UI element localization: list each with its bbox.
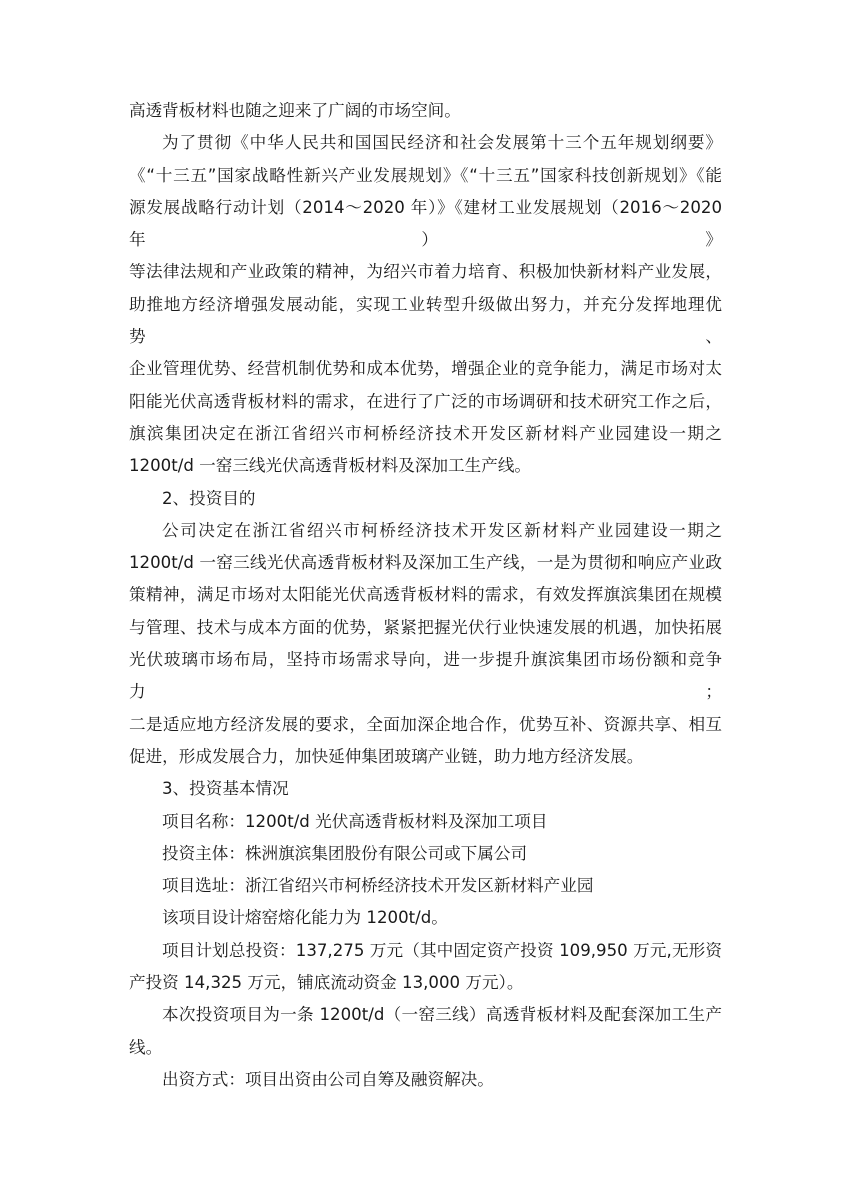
text-line: 1200t/d 一窑三线光伏高透背板材料及深加工生产线，一是为贯彻和响应产业政 — [129, 553, 722, 573]
paragraph-first-line: 项目计划总投资：137,275 万元（其中固定资产投资 109,950 万元,无形资 — [162, 940, 722, 960]
text-line: 光伏玻璃市场布局，坚持市场需求导向，进一步提升旗滨集团市场份额和竞争力； — [129, 650, 722, 702]
paragraph-first-line: 项目选址：浙江省绍兴市柯桥经济技术开发区新材料产业园 — [162, 876, 594, 896]
paragraph-first-line: 本次投资项目为一条 1200t/d（一窑三线）高透背板材料及配套深加工生产 — [162, 1005, 722, 1025]
text-line: 促进，形成发展合力，加快延伸集团玻璃产业链，助力地方经济发展。 — [129, 746, 644, 766]
body-text — [129, 95, 722, 1096]
text-line: 《“十三五”国家战略性新兴产业发展规划》《“十三五”国家科技创新规划》《能 — [129, 165, 722, 185]
text-line: 与管理、技术与成本方面的优势，紧紧把握光伏行业快速发展的机遇，加快拓展 — [129, 617, 722, 637]
paragraph-first-line: 投资主体：株洲旗滨集团股份有限公司或下属公司 — [162, 843, 528, 863]
paragraph-first-line: 项目名称：1200t/d 光伏高透背板材料及深加工项目 — [162, 811, 548, 831]
paragraph-first-line: 3、投资基本情况 — [162, 779, 289, 799]
text-line: 等法律法规和产业政策的精神，为绍兴市着力培育、积极加快新材料产业发展， — [129, 262, 722, 282]
text-line: 旗滨集团决定在浙江省绍兴市柯桥经济技术开发区新材料产业园建设一期之 — [129, 423, 722, 443]
text-line: 线。 — [129, 1037, 163, 1057]
text-line: 阳能光伏高透背板材料的需求，在进行了广泛的市场调研和技术研究工作之后， — [129, 391, 722, 411]
paragraph-first-line: 该项目设计熔窑熔化能力为 1200t/d。 — [162, 908, 448, 928]
text-line: 1200t/d 一窑三线光伏高透背板材料及深加工生产线。 — [129, 456, 532, 476]
text-line: 企业管理优势、经营机制优势和成本优势，增强企业的竞争能力，满足市场对太 — [129, 359, 722, 379]
text-line: 源发展战略行动计划（2014～2020 年）》《建材工业发展规划（2016～2020 年）》 — [129, 197, 722, 250]
text-line: 助推地方经济增强发展动能，实现工业转型升级做出努力，并充分发挥地理优势、 — [129, 294, 722, 347]
paragraph-first-line: 公司决定在浙江省绍兴市柯桥经济技术开发区新材料产业园建设一期之 — [162, 520, 722, 540]
text-line: 二是适应地方经济发展的要求，全面加深企地合作，优势互补、资源共享、相互 — [129, 714, 722, 734]
text-line: 高透背板材料也随之迎来了广阔的市场空间。 — [129, 101, 461, 120]
paragraph-first-line: 为了贯彻《中华人民共和国国民经济和社会发展第十三个五年规划纲要》 — [162, 133, 722, 153]
text-line: 策精神，满足市场对太阳能光伏高透背板材料的需求，有效发挥旗滨集团在规模 — [129, 585, 722, 605]
paragraph-first-line: 出资方式：项目出资由公司自筹及融资解决。 — [162, 1069, 494, 1089]
paragraph-first-line: 2、投资目的 — [162, 488, 256, 508]
text-line: 产投资 14,325 万元，铺底流动资金 13,000 万元）。 — [129, 973, 524, 993]
